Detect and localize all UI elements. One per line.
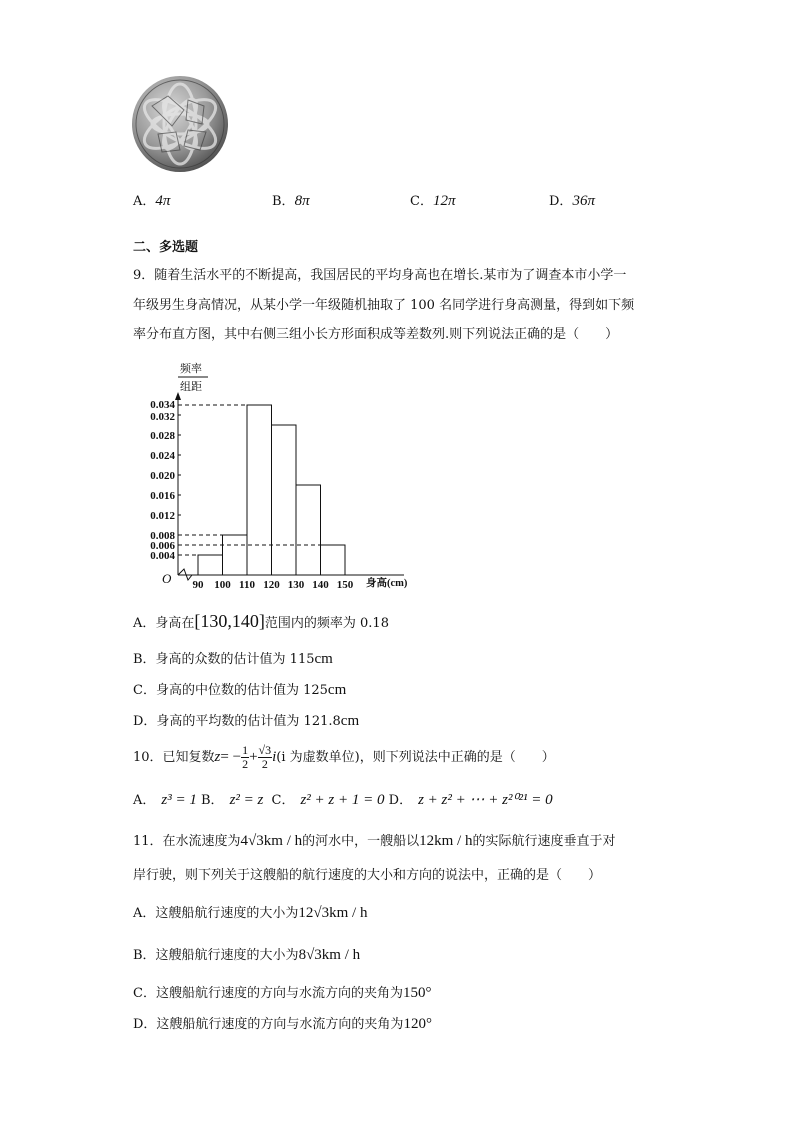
y-label-bottom: 组距: [180, 381, 202, 393]
option-text: 范围内的频率为 0.18: [264, 616, 389, 631]
y-tick-label: 0.006: [150, 540, 175, 552]
option-text: A．身高在: [133, 616, 195, 631]
denominator: 2: [242, 757, 249, 771]
option-value: 150°: [402, 985, 432, 1001]
speed-value: 4√3km / h: [240, 833, 303, 849]
woven-ball-image: [132, 76, 228, 172]
option-value: 12π: [432, 193, 456, 209]
q11-text: 的实际航行速度垂直于对: [472, 834, 616, 849]
option-value: 8π: [294, 193, 310, 209]
unit: cm: [327, 682, 347, 698]
option-expr: z² + z + 1 = 0: [300, 792, 385, 808]
var-z: z: [214, 749, 221, 765]
option-label: C．: [410, 194, 433, 209]
histogram-bar: [296, 485, 321, 575]
option-text: C．这艘船航行速度的方向与水流方向的夹角为: [133, 986, 403, 1001]
q9-option-b: [133, 650, 333, 669]
x-tick-label: 140: [312, 579, 329, 591]
y-tick-label: 0.024: [150, 450, 175, 462]
x-tick-label: 120: [263, 579, 280, 591]
histogram-bar: [198, 555, 223, 575]
q10-text: 10．已知复数: [133, 750, 215, 765]
option-text: A．这艘船航行速度的大小为: [133, 906, 299, 921]
x-tick-label: 110: [239, 579, 255, 591]
q9-line-2: 年级男生身高情况，从某小学一年级随机抽取了 100 名同学进行身高测量，得到如下频: [133, 298, 635, 313]
q10-text: (i 为虚数单位)，则下列说法中正确的是（ ）: [276, 750, 555, 765]
fraction-sqrt3-half: [258, 744, 273, 771]
y-tick-label: 0.016: [150, 490, 175, 502]
option-text: D．这艘船航行速度的方向与水流方向的夹角为: [133, 1017, 404, 1032]
origin-label: O: [162, 571, 172, 586]
q8-option-b: [272, 192, 310, 211]
x-tick-label: 130: [287, 579, 305, 591]
y-tick-label: 0.032: [150, 411, 175, 423]
q11-option-a: [133, 904, 367, 923]
option-label: D．: [549, 194, 573, 209]
section-title: 二、多选题: [133, 240, 199, 255]
option-value: 36π: [572, 193, 595, 209]
option-label: B．: [272, 194, 295, 209]
q8-option-d: [549, 192, 595, 211]
histogram-bar: [272, 425, 297, 575]
y-tick-label: 0.004: [150, 550, 175, 562]
woven-ball-texture: [132, 76, 228, 172]
x-axis-label: 身高(cm): [366, 578, 408, 589]
y-tick-label: 0.034: [150, 399, 175, 411]
q11-option-b: [133, 946, 360, 965]
q11-option-d: [133, 1015, 432, 1034]
q11-line-2: 岸行驶，则下列关于这艘船的航行速度的大小和方向的说法中，正确的是（ ）: [133, 868, 602, 883]
x-tick-label: 100: [214, 579, 231, 591]
option-value: 12√3km / h: [298, 905, 368, 921]
histogram-bar: [321, 545, 346, 575]
equals: = −: [220, 749, 242, 765]
option-label: A．: [133, 194, 156, 209]
option-value: 4π: [155, 193, 171, 209]
y-label-top: 频率: [180, 363, 202, 375]
q11-option-c: [133, 984, 431, 1003]
option-text: D．身高的平均数的估计值为 121.8: [133, 714, 341, 729]
option-value: 120°: [403, 1016, 432, 1032]
speed-value: 12km / h: [419, 833, 473, 849]
x-tick-label: 150: [336, 579, 354, 591]
y-tick-label: 0.020: [150, 470, 175, 482]
histogram-chart: [120, 360, 430, 596]
plus: +: [249, 749, 258, 765]
unit: cm: [340, 713, 360, 729]
q11-line-1: [133, 832, 616, 851]
option-value: 8√3km / h: [298, 947, 361, 963]
y-axis-arrow: [175, 392, 181, 400]
q9-option-c: [133, 681, 346, 700]
q9-option-a: [133, 612, 389, 633]
option-text: C．身高的中位数的估计值为 125: [133, 683, 328, 698]
q9-line-1: 9．随着生活水平的不断提高，我国居民的平均身高也在增长.某市为了调查本市小学一: [133, 268, 627, 283]
option-label: B．: [201, 793, 224, 808]
y-tick-label: 0.028: [150, 430, 175, 442]
x-tick-label: 90: [192, 579, 204, 591]
option-label: C．: [271, 793, 295, 808]
q10-stem: [133, 740, 555, 775]
y-tick-label: 0.008: [150, 530, 175, 542]
option-label: A．: [133, 793, 156, 808]
q11-text: 的河水中，一艘船以: [302, 834, 420, 849]
denominator: 2: [261, 757, 268, 771]
numerator: √3: [258, 743, 272, 757]
y-tick-label: 0.012: [150, 510, 175, 522]
option-text: B．这艘船航行速度的大小为: [133, 948, 299, 963]
numerator: 1: [242, 743, 249, 757]
q11-text: 11．在水流速度为: [133, 834, 241, 849]
q9-line-3: 率分布直方图，其中右侧三组小长方形面积成等差数列.则下列说法正确的是（ ）: [133, 327, 619, 342]
option-expr: z² = z: [229, 792, 264, 808]
q9-option-d: [133, 712, 359, 731]
q8-option-c: [410, 192, 455, 211]
q10-options: [133, 791, 553, 810]
option-label: D．: [388, 793, 413, 808]
option-text: B．身高的众数的估计值为 115: [133, 652, 315, 667]
interval: [130,140]: [194, 611, 265, 631]
option-expr: z³ = 1: [161, 792, 197, 808]
imag-unit: i: [272, 749, 277, 765]
fraction-half: [241, 744, 249, 771]
histogram-bar: [223, 535, 248, 575]
unit: cm: [314, 651, 333, 667]
q8-option-a: [133, 192, 170, 211]
option-expr: z + z² + ⋯ + z²⁰²¹ = 0: [418, 792, 553, 808]
histogram-bar: [247, 405, 272, 575]
